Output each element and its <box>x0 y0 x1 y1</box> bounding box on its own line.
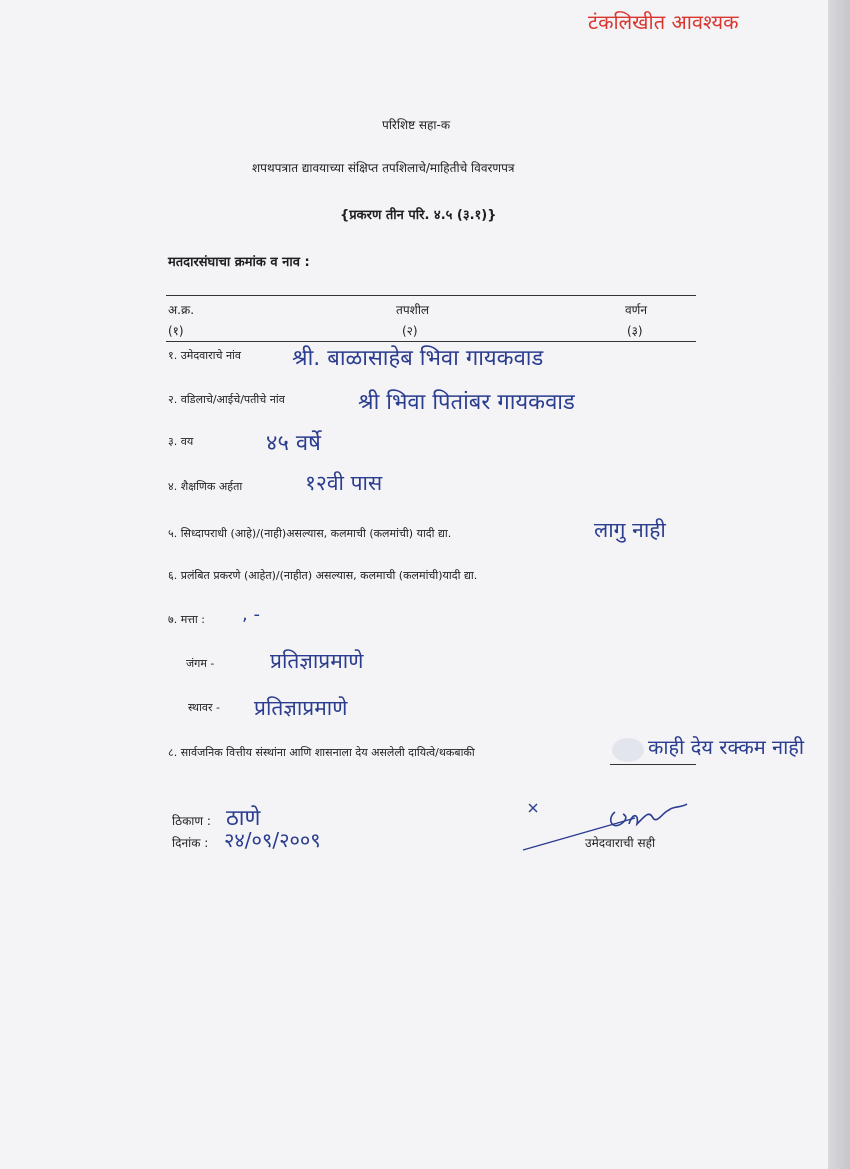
col-description-number: (३) <box>627 324 643 338</box>
appendix-title: परिशिष्ट सहा-क <box>382 118 451 132</box>
form-title: शपथपत्रात द्यावयाच्या संक्षिप्त तपशिलाचे/माहितीचे विवरणपत्र <box>252 161 515 175</box>
col-details-header: तपशील <box>396 303 430 317</box>
movable-assets-label: जंगम - <box>186 657 215 670</box>
age-label: ३. वय <box>168 435 194 448</box>
date-value: २४/०९/२००९ <box>224 828 321 852</box>
signature-caption: उमेदवाराची सही <box>585 836 656 850</box>
convictions-value: लागु नाही <box>594 518 666 542</box>
movable-assets-value: प्रतिज्ञाप्रमाणे <box>270 649 364 673</box>
date-label: दिनांक : <box>172 836 209 850</box>
candidate-name-label: १. उमेदवाराचे नांव <box>168 349 242 362</box>
chapter-reference: {प्रकरण तीन परि. ४.५ (३.१)} <box>340 208 497 223</box>
liabilities-underline <box>610 764 696 765</box>
liabilities-label: ८. सार्वजनिक वित्तीय संस्थांना आणि शासनाला देय असलेली दायित्वे/थकबाकी <box>168 746 475 759</box>
assets-label: ७. मत्ता : <box>168 613 205 626</box>
place-value: ठाणे <box>226 806 261 831</box>
assets-pen-mark: , - <box>242 604 260 625</box>
parent-name-label: २. वडिलाचे/आईचे/पतीचे नांव <box>168 393 285 406</box>
col-serial-number: (१) <box>168 324 184 338</box>
ink-smudge <box>612 738 644 762</box>
col-description-header: वर्णन <box>625 303 648 317</box>
pending-cases-label: ६. प्रलंबित प्रकरणे (आहेत)/(नाहीत) असल्यास, कलमाची (कलमांची)यादी द्या. <box>168 569 478 582</box>
scan-edge-shadow <box>828 0 850 1169</box>
constituency-label: मतदारसंघाचा क्रमांक व नाव : <box>168 255 310 270</box>
candidate-name-value: श्री. बाळासाहेब भिवा गायकवाड <box>292 346 544 371</box>
table-top-rule <box>166 295 696 296</box>
liabilities-value: काही देय रक्कम नाही <box>648 735 805 759</box>
place-label: ठिकाण : <box>172 814 211 828</box>
typed-required-note: टंकलिखीत आवश्यक <box>588 10 739 34</box>
education-label: ४. शैक्षणिक अर्हता <box>168 480 243 493</box>
col-details-number: (२) <box>402 324 418 338</box>
age-value: ४५ वर्षे <box>266 431 321 456</box>
education-value: १२वी पास <box>305 471 383 495</box>
convictions-label: ५. सिध्दापराधी (आहे)/(नाही)असल्यास, कलमाची (कलमांची) यादी द्या. <box>168 527 452 540</box>
col-serial-header: अ.क्र. <box>168 303 195 317</box>
immovable-assets-value: प्रतिज्ञाप्रमाणे <box>254 696 348 720</box>
parent-name-value: श्री भिवा पितांबर गायकवाड <box>358 390 575 415</box>
immovable-assets-label: स्थावर - <box>188 701 221 714</box>
